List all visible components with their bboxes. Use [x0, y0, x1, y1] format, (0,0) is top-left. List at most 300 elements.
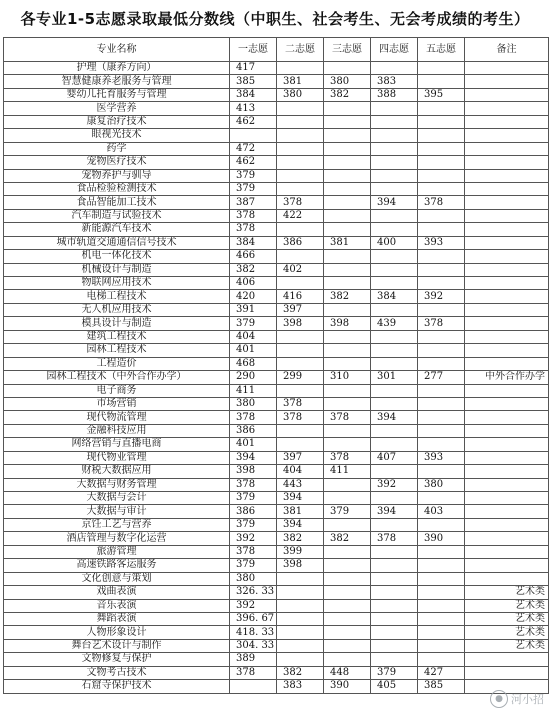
score-cell — [277, 330, 324, 343]
score-cell: 382 — [324, 532, 371, 545]
table-row — [4, 572, 549, 585]
column-header: 专业名称 — [4, 38, 230, 62]
note-cell — [465, 303, 549, 316]
table-header-row — [4, 38, 549, 62]
score-cell: 397 — [277, 303, 324, 316]
major-name-cell: 园林工程技术 — [4, 344, 230, 357]
score-cell: 398 — [277, 317, 324, 330]
score-cell: 379 — [230, 317, 277, 330]
score-cell — [371, 250, 418, 263]
note-cell — [465, 505, 549, 518]
score-cell — [324, 196, 371, 209]
score-cell — [277, 169, 324, 182]
score-cell: 380 — [324, 75, 371, 88]
score-cell: 398 — [277, 559, 324, 572]
score-cell — [324, 142, 371, 155]
note-cell — [465, 572, 549, 585]
score-cell: 378 — [277, 397, 324, 410]
table-row — [4, 532, 549, 545]
note-cell — [465, 88, 549, 101]
score-cell: 390 — [418, 532, 465, 545]
major-name-cell: 婴幼儿托育服务与管理 — [4, 88, 230, 101]
table-row — [4, 330, 549, 343]
column-header: 五志愿 — [418, 38, 465, 62]
score-cell — [277, 653, 324, 666]
score-cell: 378 — [230, 223, 277, 236]
score-cell: 390 — [324, 680, 371, 693]
table-row — [4, 397, 549, 410]
score-cell — [324, 129, 371, 142]
score-cell: 384 — [230, 236, 277, 249]
table-row — [4, 371, 549, 384]
score-cell: 392 — [371, 478, 418, 491]
score-cell: 462 — [230, 115, 277, 128]
score-cell — [277, 586, 324, 599]
score-cell: 406 — [230, 277, 277, 290]
score-cell: 392 — [230, 599, 277, 612]
note-cell: 艺术类 — [465, 639, 549, 652]
table-row — [4, 478, 549, 491]
note-cell — [465, 518, 549, 531]
score-cell — [418, 223, 465, 236]
note-cell — [465, 666, 549, 679]
column-header: 备注 — [465, 38, 549, 62]
score-cell — [324, 424, 371, 437]
score-cell — [418, 465, 465, 478]
score-cell — [371, 209, 418, 222]
major-name-cell: 音乐表演 — [4, 599, 230, 612]
score-cell: 394 — [371, 196, 418, 209]
score-cell — [418, 599, 465, 612]
score-cell — [371, 492, 418, 505]
table-row — [4, 196, 549, 209]
score-cell — [277, 129, 324, 142]
note-cell: 艺术类 — [465, 599, 549, 612]
score-cell — [371, 653, 418, 666]
score-cell — [418, 411, 465, 424]
note-cell — [465, 478, 549, 491]
note-cell — [465, 250, 549, 263]
score-cell: 378 — [277, 196, 324, 209]
score-cell: 387 — [230, 196, 277, 209]
table-row — [4, 156, 549, 169]
score-cell: 383 — [371, 75, 418, 88]
score-cell — [418, 586, 465, 599]
score-cell: 379 — [230, 182, 277, 195]
score-cell: 404 — [277, 465, 324, 478]
score-cell: 384 — [371, 290, 418, 303]
score-cell — [418, 559, 465, 572]
table-row — [4, 209, 549, 222]
score-cell — [371, 102, 418, 115]
major-name-cell: 宠物医疗技术 — [4, 156, 230, 169]
score-cell — [324, 492, 371, 505]
score-cell — [418, 384, 465, 397]
major-name-cell: 高速铁路客运服务 — [4, 559, 230, 572]
table-row — [4, 518, 549, 531]
watermark-text: 河小招 — [511, 693, 544, 706]
table-row — [4, 599, 549, 612]
note-cell: 艺术类 — [465, 626, 549, 639]
score-cell: 378 — [371, 532, 418, 545]
score-cell: 382 — [277, 532, 324, 545]
score-cell: 380 — [230, 572, 277, 585]
note-cell — [465, 357, 549, 370]
score-cell — [324, 559, 371, 572]
table-row — [4, 263, 549, 276]
note-cell — [465, 492, 549, 505]
score-cell: 381 — [277, 505, 324, 518]
score-cell — [324, 639, 371, 652]
score-cell — [324, 653, 371, 666]
score-cell — [277, 424, 324, 437]
score-cell — [324, 438, 371, 451]
score-cell: 411 — [324, 465, 371, 478]
score-cell — [371, 599, 418, 612]
score-cell — [277, 344, 324, 357]
score-cell: 392 — [418, 290, 465, 303]
score-cell: 394 — [371, 505, 418, 518]
table-row — [4, 115, 549, 128]
major-name-cell: 人物形象设计 — [4, 626, 230, 639]
score-cell — [418, 518, 465, 531]
note-cell — [465, 209, 549, 222]
score-cell — [418, 653, 465, 666]
score-cell: 394 — [277, 518, 324, 531]
score-cell — [324, 599, 371, 612]
major-name-cell: 舞台艺术设计与制作 — [4, 639, 230, 652]
note-cell — [465, 142, 549, 155]
note-cell — [465, 424, 549, 437]
score-cell: 466 — [230, 250, 277, 263]
score-cell: 381 — [277, 75, 324, 88]
note-cell — [465, 465, 549, 478]
score-cell — [418, 250, 465, 263]
major-name-cell: 医学营养 — [4, 102, 230, 115]
table-row — [4, 344, 549, 357]
score-cell: 384 — [230, 88, 277, 101]
table-row — [4, 505, 549, 518]
score-cell — [371, 330, 418, 343]
score-cell — [371, 344, 418, 357]
score-cell — [324, 572, 371, 585]
score-cell — [371, 115, 418, 128]
score-cell: 385 — [230, 75, 277, 88]
major-name-cell: 无人机应用技术 — [4, 303, 230, 316]
table-row — [4, 451, 549, 464]
major-name-cell: 大数据与审计 — [4, 505, 230, 518]
major-name-cell: 电梯工程技术 — [4, 290, 230, 303]
score-cell: 404 — [230, 330, 277, 343]
table-row — [4, 277, 549, 290]
score-cell: 382 — [230, 263, 277, 276]
score-cell — [324, 209, 371, 222]
major-name-cell: 新能源汽车技术 — [4, 223, 230, 236]
note-cell — [465, 156, 549, 169]
score-cell: 396. 67 — [230, 612, 277, 625]
note-cell — [465, 317, 549, 330]
major-name-cell: 大数据与财务管理 — [4, 478, 230, 491]
major-name-cell: 旅游管理 — [4, 545, 230, 558]
score-cell — [418, 142, 465, 155]
table-row — [4, 586, 549, 599]
table-row — [4, 317, 549, 330]
major-name-cell: 宠物养护与驯导 — [4, 169, 230, 182]
score-cell — [324, 357, 371, 370]
score-cell: 382 — [277, 666, 324, 679]
score-cell — [371, 303, 418, 316]
score-cell: 462 — [230, 156, 277, 169]
major-name-cell: 舞蹈表演 — [4, 612, 230, 625]
score-cell — [324, 626, 371, 639]
table-row — [4, 223, 549, 236]
score-cell: 381 — [324, 236, 371, 249]
table-row — [4, 465, 549, 478]
score-cell: 378 — [230, 666, 277, 679]
score-cell — [418, 209, 465, 222]
score-cell: 378 — [230, 209, 277, 222]
major-name-cell: 石窟寺保护技术 — [4, 680, 230, 693]
table-row — [4, 88, 549, 101]
score-cell: 472 — [230, 142, 277, 155]
score-cell: 393 — [418, 236, 465, 249]
score-cell — [418, 572, 465, 585]
score-cell — [418, 424, 465, 437]
score-cell: 379 — [324, 505, 371, 518]
score-cell: 301 — [371, 371, 418, 384]
table-row — [4, 102, 549, 115]
column-header: 二志愿 — [277, 38, 324, 62]
score-cell — [371, 277, 418, 290]
score-cell: 379 — [371, 666, 418, 679]
note-cell — [465, 129, 549, 142]
note-cell — [465, 182, 549, 195]
major-name-cell: 城市轨道交通通信信号技术 — [4, 236, 230, 249]
note-cell — [465, 223, 549, 236]
score-cell: 299 — [277, 371, 324, 384]
note-cell — [465, 169, 549, 182]
note-cell — [465, 277, 549, 290]
score-cell: 443 — [277, 478, 324, 491]
score-cell: 400 — [371, 236, 418, 249]
table-row — [4, 424, 549, 437]
score-cell — [371, 545, 418, 558]
score-cell — [418, 129, 465, 142]
table-row — [4, 559, 549, 572]
note-cell — [465, 236, 549, 249]
score-cell: 379 — [230, 518, 277, 531]
score-cell — [371, 639, 418, 652]
score-cell: 399 — [277, 545, 324, 558]
score-cell — [371, 438, 418, 451]
major-name-cell: 金融科技应用 — [4, 424, 230, 437]
score-cell — [324, 102, 371, 115]
major-name-cell: 市场营销 — [4, 397, 230, 410]
score-cell: 386 — [230, 424, 277, 437]
score-cell: 402 — [277, 263, 324, 276]
table-row — [4, 680, 549, 693]
score-cell — [324, 277, 371, 290]
major-name-cell: 电子商务 — [4, 384, 230, 397]
score-cell: 439 — [371, 317, 418, 330]
score-cell: 448 — [324, 666, 371, 679]
score-cell: 405 — [371, 680, 418, 693]
score-cell: 403 — [418, 505, 465, 518]
score-cell — [371, 626, 418, 639]
score-cell — [324, 586, 371, 599]
score-cell — [277, 156, 324, 169]
score-cell — [418, 263, 465, 276]
score-cell: 398 — [324, 317, 371, 330]
note-cell — [465, 102, 549, 115]
score-cell: 416 — [277, 290, 324, 303]
note-cell — [465, 532, 549, 545]
note-cell — [465, 330, 549, 343]
table-row — [4, 666, 549, 679]
major-name-cell: 智慧健康养老服务与管理 — [4, 75, 230, 88]
score-cell: 407 — [371, 451, 418, 464]
score-table — [3, 37, 549, 694]
table-row — [4, 545, 549, 558]
major-name-cell: 护理（康养方向） — [4, 62, 230, 75]
score-cell: 468 — [230, 357, 277, 370]
score-cell: 290 — [230, 371, 277, 384]
score-cell — [371, 572, 418, 585]
score-cell — [371, 223, 418, 236]
score-cell — [277, 599, 324, 612]
score-cell — [371, 263, 418, 276]
note-cell — [465, 62, 549, 75]
table-row — [4, 384, 549, 397]
score-cell: 397 — [277, 451, 324, 464]
note-cell — [465, 196, 549, 209]
note-cell — [465, 115, 549, 128]
score-cell: 379 — [230, 492, 277, 505]
score-cell: 385 — [418, 680, 465, 693]
score-cell — [371, 586, 418, 599]
note-cell — [465, 397, 549, 410]
score-cell — [230, 680, 277, 693]
score-cell: 386 — [277, 236, 324, 249]
score-cell — [418, 62, 465, 75]
score-cell — [371, 142, 418, 155]
score-cell: 393 — [418, 451, 465, 464]
table-row — [4, 639, 549, 652]
score-cell: 422 — [277, 209, 324, 222]
score-cell: 392 — [230, 532, 277, 545]
major-name-cell: 文物修复与保护 — [4, 653, 230, 666]
table-row — [4, 250, 549, 263]
score-cell: 304. 33 — [230, 639, 277, 652]
score-cell: 389 — [230, 653, 277, 666]
score-cell — [324, 518, 371, 531]
note-cell — [465, 384, 549, 397]
score-cell — [418, 626, 465, 639]
major-name-cell: 食品智能加工技术 — [4, 196, 230, 209]
note-cell — [465, 75, 549, 88]
score-cell — [277, 639, 324, 652]
table-row — [4, 169, 549, 182]
score-cell: 413 — [230, 102, 277, 115]
score-cell — [371, 465, 418, 478]
score-cell — [277, 626, 324, 639]
page-title: 各专业1-5志愿录取最低分数线（中职生、社会考生、无会考成绩的考生） — [20, 9, 530, 28]
table-row — [4, 492, 549, 505]
table-row — [4, 438, 549, 451]
score-cell — [418, 303, 465, 316]
score-cell — [418, 639, 465, 652]
score-cell — [277, 357, 324, 370]
score-cell — [324, 397, 371, 410]
note-cell: 艺术类 — [465, 586, 549, 599]
column-header: 一志愿 — [230, 38, 277, 62]
major-name-cell: 眼视光技术 — [4, 129, 230, 142]
major-name-cell: 网络营销与直播电商 — [4, 438, 230, 451]
major-name-cell: 酒店管理与数字化运营 — [4, 532, 230, 545]
major-name-cell: 工程造价 — [4, 357, 230, 370]
score-cell — [277, 223, 324, 236]
score-cell — [277, 384, 324, 397]
table-row — [4, 236, 549, 249]
score-cell: 380 — [230, 397, 277, 410]
score-cell — [324, 263, 371, 276]
table-row — [4, 626, 549, 639]
score-cell — [324, 182, 371, 195]
score-cell — [371, 62, 418, 75]
score-cell — [324, 545, 371, 558]
score-cell — [418, 102, 465, 115]
score-cell — [418, 612, 465, 625]
score-cell: 378 — [418, 317, 465, 330]
major-name-cell: 药学 — [4, 142, 230, 155]
note-cell — [465, 411, 549, 424]
major-name-cell: 财税大数据应用 — [4, 465, 230, 478]
score-cell — [371, 559, 418, 572]
score-cell — [371, 156, 418, 169]
table-row — [4, 653, 549, 666]
score-cell: 386 — [230, 505, 277, 518]
score-cell — [371, 612, 418, 625]
score-cell — [277, 115, 324, 128]
watermark — [490, 690, 544, 708]
score-cell: 378 — [324, 451, 371, 464]
score-cell: 379 — [230, 559, 277, 572]
major-name-cell: 食品检验检测技术 — [4, 182, 230, 195]
major-name-cell: 康复治疗技术 — [4, 115, 230, 128]
score-cell — [324, 478, 371, 491]
table-row — [4, 129, 549, 142]
score-cell — [324, 344, 371, 357]
score-cell: 427 — [418, 666, 465, 679]
score-cell — [324, 384, 371, 397]
column-header: 四志愿 — [371, 38, 418, 62]
score-cell — [277, 182, 324, 195]
score-cell — [371, 518, 418, 531]
score-cell: 382 — [324, 290, 371, 303]
score-cell — [324, 330, 371, 343]
score-cell: 418. 33 — [230, 626, 277, 639]
score-cell — [324, 303, 371, 316]
score-cell: 277 — [418, 371, 465, 384]
score-cell — [371, 357, 418, 370]
score-cell — [230, 129, 277, 142]
score-cell: 401 — [230, 344, 277, 357]
score-cell — [418, 357, 465, 370]
score-cell — [371, 169, 418, 182]
speech-bubble-icon: ● — [490, 690, 508, 708]
note-cell — [465, 559, 549, 572]
score-cell: 378 — [230, 478, 277, 491]
